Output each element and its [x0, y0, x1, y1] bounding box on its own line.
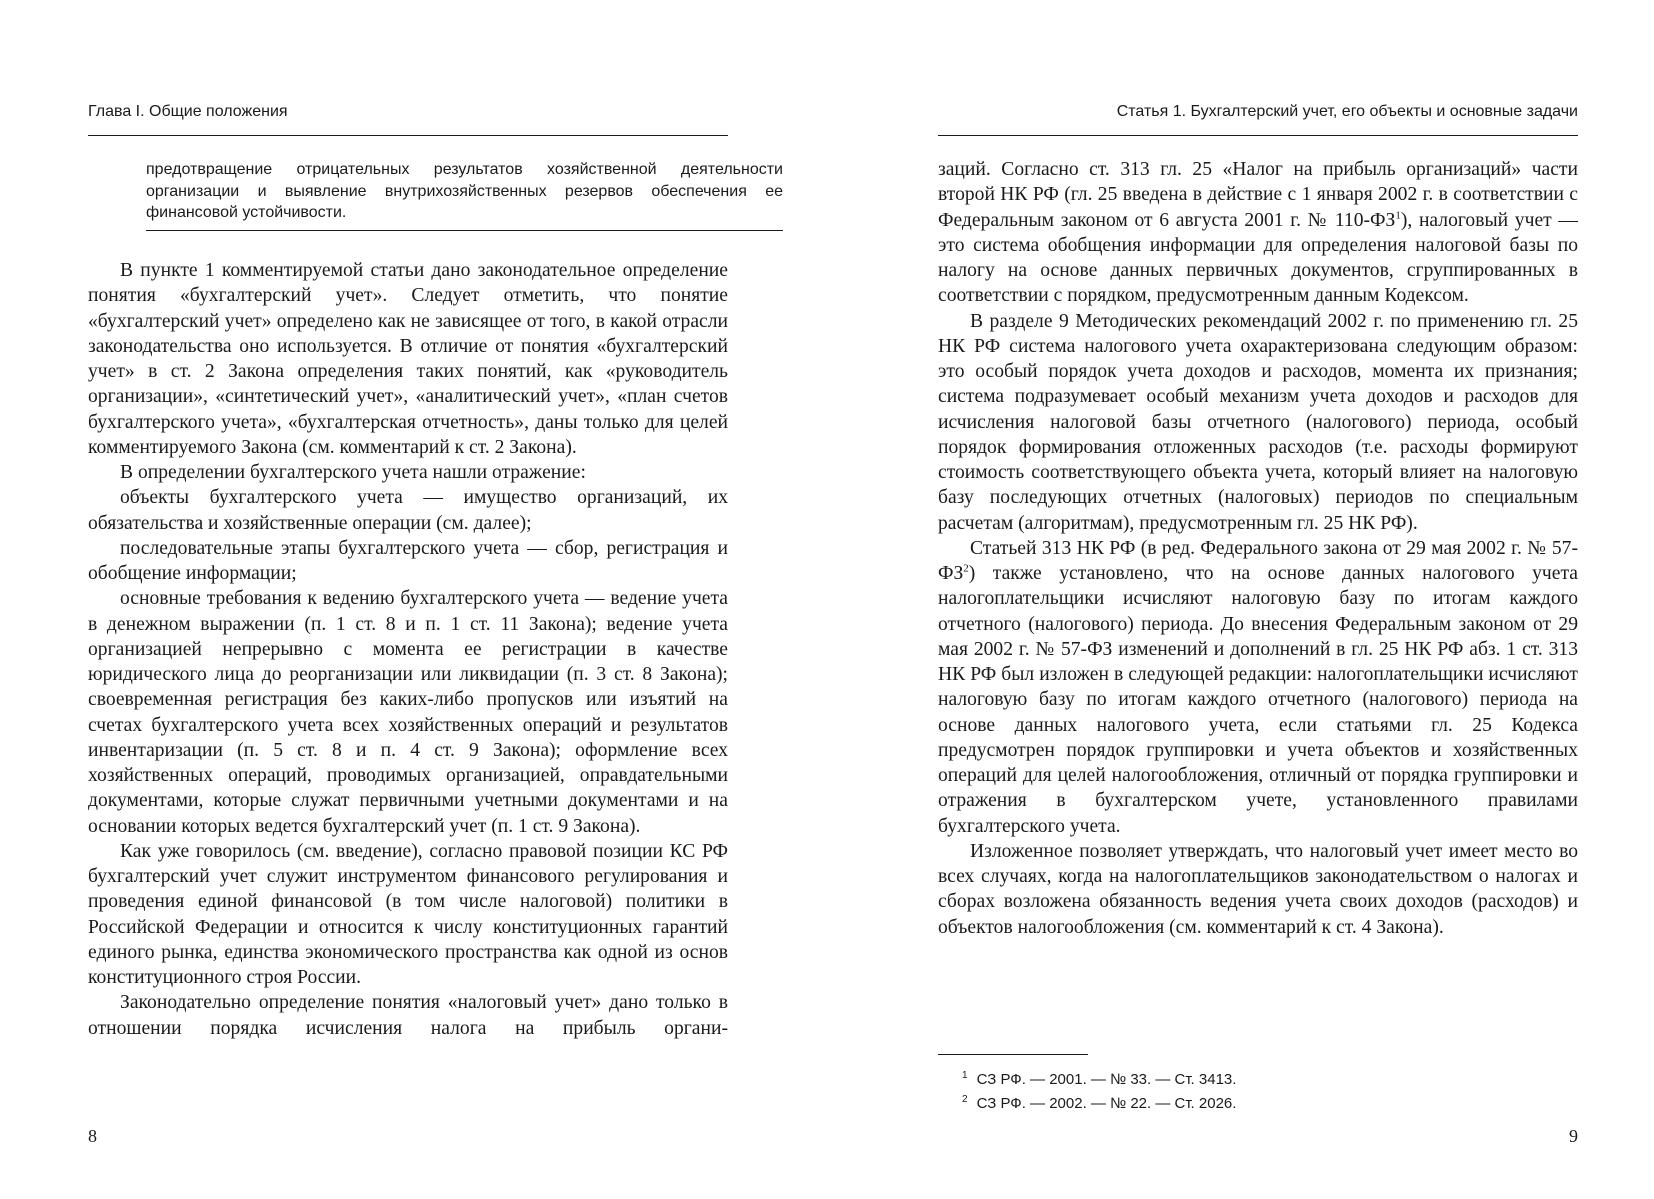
header-rule-left	[88, 135, 728, 136]
footnote-ref[interactable]: 1	[1395, 208, 1401, 221]
paragraph: Законодательно определение понятия «налоговый учет» дано только в отношении порядка исчисления налога на прибыль органи-	[88, 992, 728, 1039]
running-head-right: Статья 1. Бухгалтерский учет, его объекты и основные задачи	[1116, 103, 1578, 120]
callout-text: предотвращение отрицательных результатов хозяйственной деятельности организации и выявление внутрихозяйственных резервов обеспечения ее финансовой устойчивости.	[146, 161, 783, 221]
text-span: ) также установлено, что на основе данных налогового учета налогоплательщики исчисляют налоговую базу по итогам каждого отчетного (налогового) периода. До внесения Федеральным законом от 29 мая 2002 г. № 57-ФЗ изменений и дополнений в гл. 25 НК РФ абз. 1 ст. 313 НК РФ был изложен в следующей редакции: налогоплательщики исчисляют налоговую базу по итогам каждого отчетного (налогового) периода на основе данных налогового учета, если статьями гл. 25 Кодекса предусмотрен порядок группировки и учета объектов и хозяйственных операций для целей налогообложения, отличный от порядка группировки и отражения в бухгалтерском учете, установленного правилами бухгалтерского учета.	[938, 563, 1578, 837]
text-span: Статьей 313 НК РФ (в ред. Федерального закона от 29 мая 2002 г. № 57-ФЗ	[938, 537, 1578, 584]
page-number-left: 8	[88, 1126, 97, 1146]
footnote-2	[962, 1090, 1562, 1114]
paragraph: В разделе 9 Методических рекомендаций 2002 г. по применению гл. 25 НК РФ система налогового учета охарактеризована следующим образом: это особый порядок учета доходов и расходов, момента их признания; система подразумевает особый механизм учета доходов и расходов для исчисления налоговой базы отчетного (налогового) периода, особый порядок формирования отложенных расходов (т.е. расходы формируют стоимость соответствующего объекта учета, который влияет на налоговую базу последующих отчетных (налоговых) периодов по специальным расчетам (алгоритмам), предусмотренным гл. 25 НК РФ).	[938, 310, 1578, 534]
left-page	[88, 0, 783, 1199]
footnote-mark: 2	[962, 1094, 968, 1105]
callout-box	[146, 159, 783, 224]
footnote-text: СЗ РФ. — 2001. — № 33. — Ст. 3413.	[976, 1071, 1237, 1088]
footnote-text: СЗ РФ. — 2002. — № 22. — Ст. 2026.	[976, 1095, 1237, 1112]
left-body-text	[88, 258, 728, 1041]
list-item: последовательные этапы бухгалтерского учета — сбор, регистрация и обобщение информации;	[88, 537, 728, 584]
paragraph: Изложенное позволяет утверждать, что налоговый учет имеет место во всех случаях, когда на налогоплательщиков законодательством о налогах и сборах возложена обязанность ведения учета своих доходов (расходов) и объектов налогообложения (см. комментарий к ст. 4 Закона).	[938, 840, 1578, 938]
right-page	[938, 0, 1578, 1199]
text-span: ), налоговый учет — это система обобщения информации для определения налоговой базы по налогу на основе данных первичных документов, сгруппированных в соответствии с порядком, предусмотренным данным Кодексом.	[938, 209, 1578, 307]
footnote-mark: 1	[962, 1070, 968, 1081]
page-number-right: 9	[1569, 1126, 1578, 1146]
list-item: основные требования к ведению бухгалтерского учета — ведение учета в денежном выражении (п. 1 ст. 8 и п. 1 ст. 11 Закона); ведение учета организацией непрерывно с момента ее регистрации в качестве юридического лица до реорганизации или ликвидации (п. 3 ст. 8 Закона); своевременная регистрация без каких-либо пропусков или изъятий на счетах бухгалтерского учета всех хозяйственных операций и результатов инвентаризации (п. 5 ст. 8 и п. 4 ст. 9 Закона); оформление всех хозяйственных операций, проводимых организацией, оправдательными документами, которые служат первичными учетными документами и на основании которых ведется бухгалтерский учет (п. 1 ст. 9 Закона).	[88, 588, 728, 837]
list-item: объекты бухгалтерского учета — имущество организаций, их обязательства и хозяйственные операции (см. далее);	[88, 487, 728, 534]
running-head-left: Глава I. Общие положения	[88, 103, 288, 120]
footnote-1	[962, 1066, 1562, 1090]
text-span: заций. Согласно ст. 313 гл. 25 «Налог на прибыль организаций» части второй НК РФ (гл. 25 введена в действие с 1 января 2002 г. в соответствии с Федеральным законом от 6 августа 2001 г. № 110-ФЗ	[938, 159, 1578, 231]
paragraph	[938, 536, 1578, 839]
callout-rule	[146, 230, 783, 231]
footnote-rule	[938, 1054, 1088, 1055]
header-rule-right	[938, 135, 1578, 136]
paragraph: В пункте 1 комментируемой статьи дано законодательное определение понятия «бухгалтерский учет». Следует отметить, что понятие «бухгалтерский учет» определено как не зависящее от того, в какой отрасли законодательства оно используется. В отличие от понятия «бухгалтерский учет» в ст. 2 Закона определения таких понятий, как «руководитель организации», «синтетический учет», «аналитический учет», «план счетов бухгалтерского учета», «бухгалтерская отчетность», даны только для целей комментируемого Закона (см. комментарий к ст. 2 Закона).	[88, 260, 728, 458]
paragraph	[938, 157, 1578, 309]
right-body-text	[938, 157, 1578, 940]
footnote-ref[interactable]: 2	[963, 562, 969, 575]
paragraph: В определении бухгалтерского учета нашли отражение:	[120, 462, 586, 483]
footnotes	[962, 1066, 1562, 1114]
paragraph: Как уже говорилось (см. введение), согласно правовой позиции КС РФ бухгалтерский учет служит инструментом финансового регулирования и проведения единой финансовой (в том числе налоговой) политики в Российской Федерации и относится к числу конституционных гарантий единого рынка, единства экономического пространства как одной из основ конституционного строя России.	[88, 840, 728, 988]
